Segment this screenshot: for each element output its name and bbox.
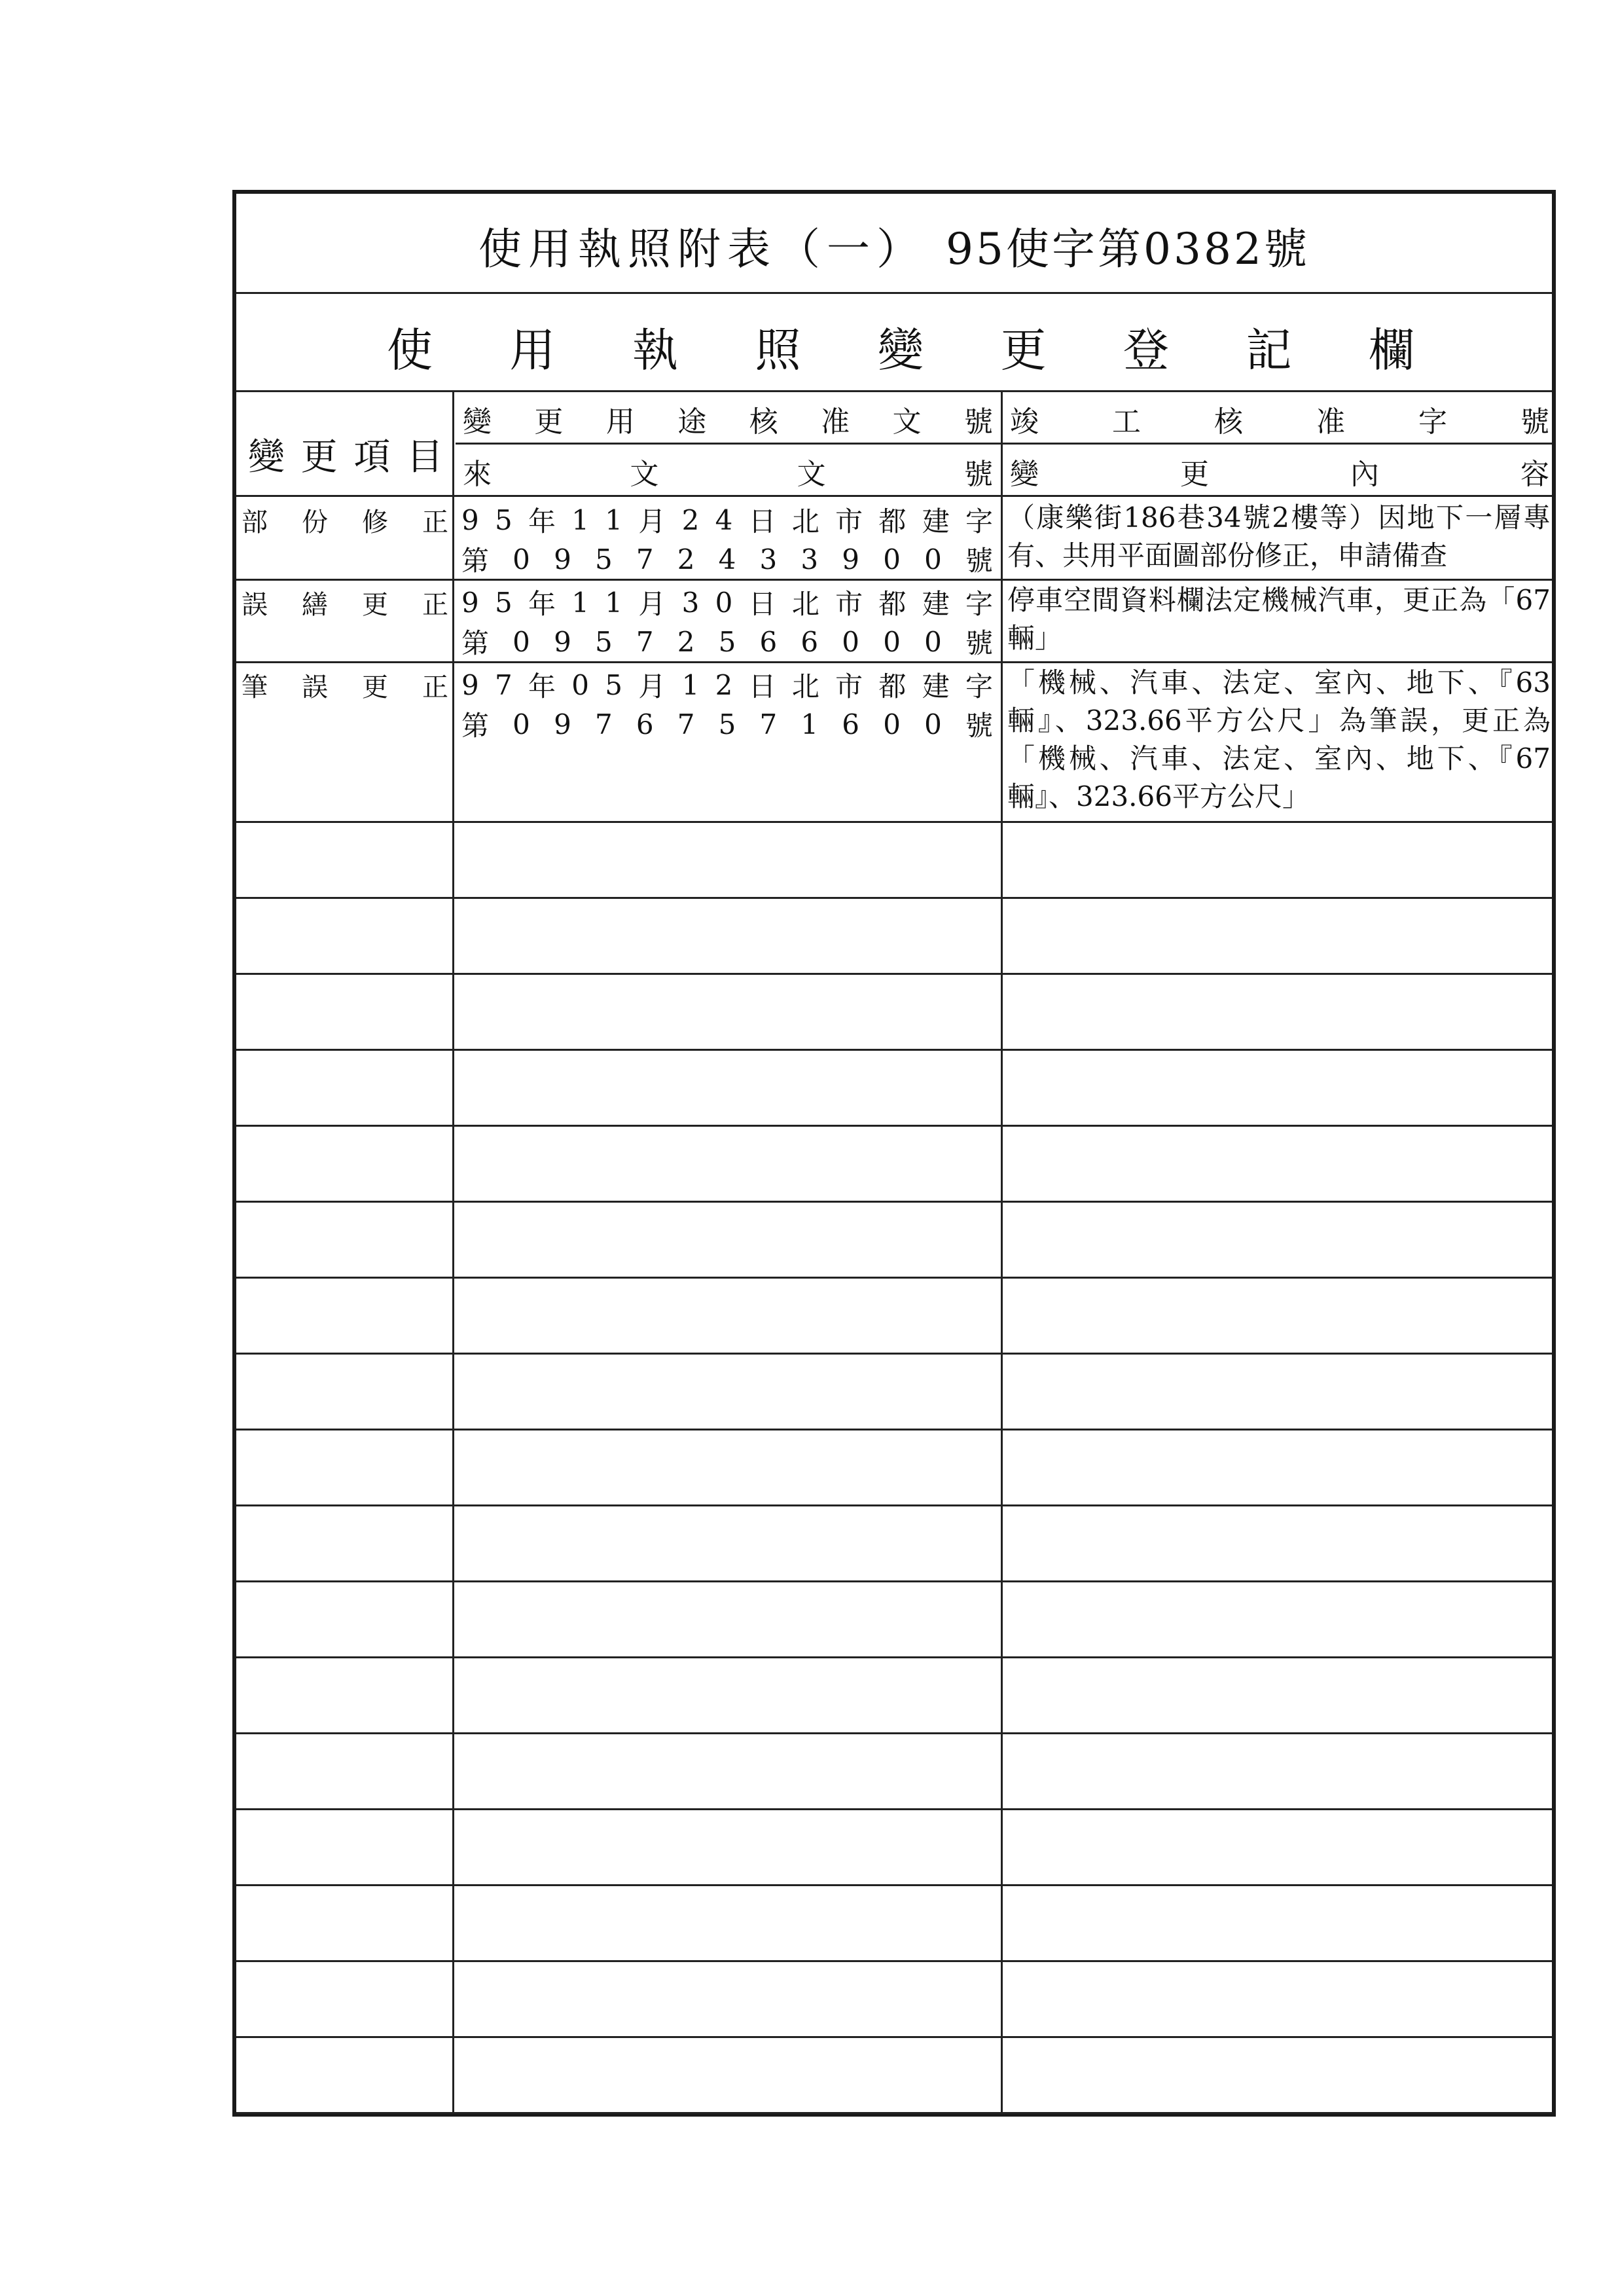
row-item-char: 誤 xyxy=(242,589,268,620)
section-title-char: 變 xyxy=(878,323,924,377)
row-date-char: 日 xyxy=(748,670,776,702)
section-title-char: 使 xyxy=(387,323,433,377)
row-number-char: 第 xyxy=(461,627,490,659)
row-item-char: 修 xyxy=(362,507,388,538)
row-date-char: 7 xyxy=(495,668,512,701)
section-title-char: 登 xyxy=(1123,323,1169,377)
row-date-char: 日 xyxy=(748,505,776,538)
row-number-char: 0 xyxy=(512,708,530,740)
row-number-char: 7 xyxy=(636,625,654,658)
empty-row-line xyxy=(236,2112,1552,2114)
row-date-char: 月 xyxy=(638,505,666,538)
row-date-char: 北 xyxy=(791,505,819,538)
row-number-char: 號 xyxy=(965,545,993,577)
row-date-char: 日 xyxy=(748,588,776,620)
column-header-char: 內 xyxy=(1350,458,1379,491)
row-date-char: 建 xyxy=(922,588,950,620)
section-title-char: 執 xyxy=(632,323,678,377)
row-date-char: 年 xyxy=(528,505,556,538)
divider xyxy=(236,390,1552,392)
row-number-char: 6 xyxy=(759,625,778,658)
row-date-char: 1 xyxy=(571,586,590,619)
row-date-char: 1 xyxy=(605,503,623,536)
empty-row-line xyxy=(236,1429,1552,1430)
row-number-char: 2 xyxy=(677,625,695,658)
column-header-char: 變 xyxy=(463,405,492,439)
row-date-char: 都 xyxy=(878,670,907,702)
column-header-char: 更 xyxy=(300,435,338,479)
registration-table xyxy=(232,190,1556,2117)
row-date-char: 1 xyxy=(605,586,623,619)
row-number-char: 0 xyxy=(512,543,530,575)
column-header-char: 核 xyxy=(749,405,778,439)
divider xyxy=(236,495,1552,497)
empty-row-line xyxy=(236,1732,1552,1734)
divider xyxy=(236,821,1552,823)
row-number-char: 0 xyxy=(924,708,942,740)
column-header-char: 號 xyxy=(963,405,993,439)
row-date-char: 市 xyxy=(835,588,863,620)
column-header-char: 工 xyxy=(1112,405,1141,439)
row-number-char: 5 xyxy=(718,708,736,740)
empty-row-line xyxy=(236,1504,1552,1506)
row-number-char: 0 xyxy=(883,543,901,575)
column-header-item xyxy=(244,413,447,495)
row-date-char: 0 xyxy=(715,586,733,619)
column-header-char: 准 xyxy=(821,405,850,439)
row-date-char: 1 xyxy=(681,668,700,701)
empty-row-line xyxy=(236,1884,1552,1886)
row-date-char: 1 xyxy=(571,503,590,536)
row-date-char: 都 xyxy=(878,505,907,538)
row-date-char: 建 xyxy=(922,670,950,702)
divider xyxy=(456,443,1552,445)
row-number-char: 6 xyxy=(842,708,860,740)
column-header-char: 變 xyxy=(1010,458,1039,491)
row-item-char: 更 xyxy=(362,589,388,620)
column-header-char: 途 xyxy=(677,405,707,439)
row-date-char: 5 xyxy=(495,586,512,619)
section-title xyxy=(236,300,1552,393)
row-change-content: （康樂街186巷34號2樓等）因地下一層專有、共用平面圖部份修正，申請備查 xyxy=(1007,501,1551,572)
row-approval-number xyxy=(459,541,996,577)
column-header-char: 目 xyxy=(406,435,443,479)
row-number-char: 9 xyxy=(554,543,571,575)
row-number-char: 0 xyxy=(924,543,942,575)
row-number-char: 3 xyxy=(800,543,819,575)
column-header-char: 容 xyxy=(1520,458,1549,491)
row-number-char: 0 xyxy=(924,625,942,658)
row-date-char: 市 xyxy=(835,670,863,702)
section-title-char: 欄 xyxy=(1369,323,1414,377)
row-date-char: 北 xyxy=(791,670,819,702)
row-number-char: 7 xyxy=(677,708,695,740)
row-date-char: 字 xyxy=(965,588,993,620)
row-number-char: 0 xyxy=(512,625,530,658)
row-number-char: 5 xyxy=(718,625,736,658)
column-header-char: 核 xyxy=(1214,405,1243,439)
row-date-char: 月 xyxy=(638,588,666,620)
section-title-char: 用 xyxy=(509,323,556,377)
row-item-label xyxy=(242,584,452,621)
row-date-char: 年 xyxy=(528,670,556,702)
row-date-char: 5 xyxy=(495,503,512,536)
empty-row-line xyxy=(236,973,1552,975)
empty-row-line xyxy=(236,1201,1552,1203)
row-number-char: 6 xyxy=(636,708,654,740)
row-date-char: 年 xyxy=(528,588,556,620)
row-item-char: 正 xyxy=(422,672,448,702)
row-number-char: 0 xyxy=(842,625,860,658)
row-date-char: 市 xyxy=(835,505,863,538)
row-number-char: 6 xyxy=(800,625,819,658)
row-date-char: 月 xyxy=(638,670,666,702)
row-number-char: 第 xyxy=(461,710,490,742)
row-number-char: 5 xyxy=(594,543,613,575)
row-date-char: 2 xyxy=(681,503,700,536)
row-approval-date xyxy=(459,501,996,538)
row-date-char: 建 xyxy=(922,505,950,538)
empty-row-line xyxy=(236,1125,1552,1127)
row-item-char: 誤 xyxy=(302,672,328,702)
row-date-char: 字 xyxy=(965,670,993,702)
row-approval-date xyxy=(459,584,996,621)
form-title xyxy=(236,194,1552,297)
row-number-char: 5 xyxy=(594,625,613,658)
column-separator xyxy=(1001,390,1003,2113)
form-title-text: 使用執照附表（一） xyxy=(478,224,927,274)
column-header-char: 更 xyxy=(1180,458,1209,491)
row-number-char: 9 xyxy=(842,543,860,575)
section-title-char: 照 xyxy=(755,323,801,377)
empty-row-line xyxy=(236,2036,1552,2038)
row-number-char: 2 xyxy=(677,543,695,575)
row-number-char: 9 xyxy=(554,625,571,658)
divider xyxy=(236,579,1552,581)
row-approval-date xyxy=(459,666,996,703)
row-number-char: 7 xyxy=(636,543,654,575)
column-header-change-content xyxy=(1009,449,1551,494)
empty-row-line xyxy=(236,1960,1552,1962)
row-number-char: 7 xyxy=(594,708,613,740)
row-number-char: 7 xyxy=(759,708,778,740)
row-number-char: 3 xyxy=(759,543,778,575)
row-approval-number xyxy=(459,706,996,742)
row-date-char: 9 xyxy=(461,503,479,536)
column-header-char: 准 xyxy=(1316,405,1345,439)
column-header-char: 字 xyxy=(1418,405,1447,439)
column-header-char: 來 xyxy=(463,458,492,491)
row-item-label xyxy=(242,666,452,703)
column-header-char: 竣 xyxy=(1010,405,1039,439)
column-header-char: 用 xyxy=(605,405,635,439)
empty-row-line xyxy=(236,1808,1552,1810)
row-date-char: 2 xyxy=(715,668,733,701)
column-header-completion-no xyxy=(1009,397,1551,441)
row-approval-number xyxy=(459,623,996,660)
column-header-char: 號 xyxy=(1520,405,1549,439)
row-item-char: 份 xyxy=(302,507,328,538)
row-item-label xyxy=(242,501,452,538)
row-date-char: 字 xyxy=(965,505,993,538)
row-item-char: 繕 xyxy=(302,589,328,620)
divider xyxy=(236,661,1552,663)
column-header-char: 文 xyxy=(892,405,922,439)
column-header-char: 號 xyxy=(963,458,993,491)
row-item-char: 筆 xyxy=(242,672,268,702)
divider xyxy=(236,292,1552,294)
column-header-char: 更 xyxy=(534,405,564,439)
column-separator xyxy=(452,390,454,2113)
row-change-content: 「機械、汽車、法定、室內、地下、『63輛』、323.66平方公尺」為筆誤，更正為「機械、汽車、法定、室內、地下、『67輛』、323.66平方公尺」 xyxy=(1007,666,1551,812)
license-number: 95使字第0382號 xyxy=(946,224,1310,274)
row-number-char: 4 xyxy=(718,543,736,575)
row-date-char: 3 xyxy=(681,586,700,619)
row-date-char: 9 xyxy=(461,586,479,619)
row-item-char: 正 xyxy=(422,589,448,620)
row-number-char: 第 xyxy=(461,545,490,577)
row-date-char: 0 xyxy=(571,668,590,701)
row-date-char: 4 xyxy=(715,503,733,536)
empty-row-line xyxy=(236,1656,1552,1658)
section-title-char: 記 xyxy=(1246,323,1292,377)
column-header-char: 文 xyxy=(630,458,659,491)
row-number-char: 0 xyxy=(883,625,901,658)
row-date-char: 9 xyxy=(461,668,479,701)
row-number-char: 號 xyxy=(965,627,993,659)
column-header-char: 項 xyxy=(353,435,391,479)
row-number-char: 號 xyxy=(965,710,993,742)
empty-row-line xyxy=(236,1277,1552,1279)
row-date-char: 都 xyxy=(878,588,907,620)
row-item-char: 更 xyxy=(362,672,388,702)
column-header-incoming-doc xyxy=(459,449,997,494)
section-title-char: 更 xyxy=(1000,323,1047,377)
row-number-char: 1 xyxy=(800,708,819,740)
row-number-char: 0 xyxy=(883,708,901,740)
row-date-char: 5 xyxy=(605,668,623,701)
column-header-char: 文 xyxy=(797,458,826,491)
row-date-char: 北 xyxy=(791,588,819,620)
empty-row-line xyxy=(236,897,1552,899)
row-number-char: 9 xyxy=(554,708,571,740)
column-header-char: 變 xyxy=(248,435,285,479)
row-change-content: 停車空間資料欄法定機械汽車，更正為「67輛」 xyxy=(1007,584,1551,654)
empty-row-line xyxy=(236,1580,1552,1582)
row-item-char: 正 xyxy=(422,507,448,538)
empty-row-line xyxy=(236,1353,1552,1355)
column-header-approval-doc xyxy=(459,397,997,441)
empty-row-line xyxy=(236,1049,1552,1051)
row-item-char: 部 xyxy=(242,507,268,538)
